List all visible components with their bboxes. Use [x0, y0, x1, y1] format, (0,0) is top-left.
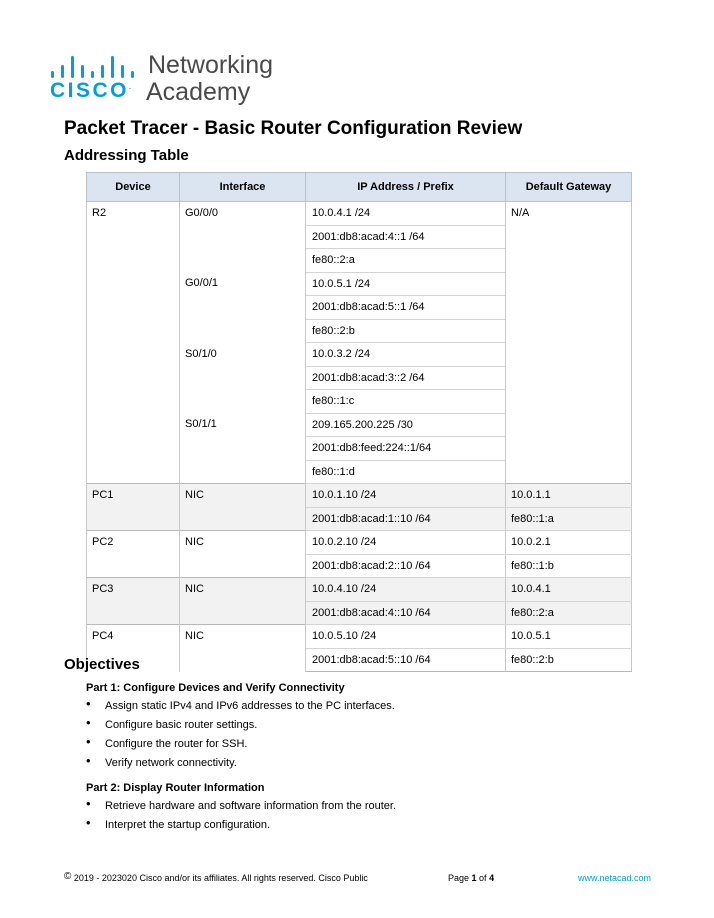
ip-cell: fe80::2:b [306, 319, 506, 343]
gateway-cell: N/A [506, 202, 632, 484]
gateway-cell: fe80::1:a [506, 507, 632, 531]
ip-cell: 2001:db8:acad:4::1 /64 [306, 225, 506, 249]
interface-cell: S0/1/1 [180, 413, 306, 484]
list-item: • Retrieve hardware and software information from the router. [86, 797, 396, 816]
table-row [87, 484, 632, 508]
part-1-list [86, 697, 395, 773]
interface-cell: NIC [180, 531, 306, 578]
ip-cell: 2001:db8:acad:4::10 /64 [306, 601, 506, 625]
addressing-table [86, 172, 632, 672]
ip-cell: 10.0.4.1 /24 [306, 202, 506, 226]
gateway-cell: 10.0.4.1 [506, 578, 632, 602]
cisco-wordmark: CISCO. [50, 79, 131, 102]
table-row [87, 202, 632, 226]
device-cell: PC2 [87, 531, 180, 578]
ip-cell: 2001:db8:acad:3::2 /64 [306, 366, 506, 390]
ip-cell: 2001:db8:acad:1::10 /64 [306, 507, 506, 531]
table-header-row [87, 173, 632, 202]
page-title: Packet Tracer - Basic Router Configuration Review [64, 118, 523, 139]
interface-cell: G0/0/1 [180, 272, 306, 343]
ip-cell: 10.0.5.10 /24 [306, 625, 506, 649]
device-cell: PC3 [87, 578, 180, 625]
device-cell: PC1 [87, 484, 180, 531]
gateway-cell: 10.0.5.1 [506, 625, 632, 649]
ip-cell: 10.0.1.10 /24 [306, 484, 506, 508]
ip-cell: 10.0.4.10 /24 [306, 578, 506, 602]
logo-academy-text: Academy [146, 78, 251, 106]
column-header-gateway: Default Gateway [506, 173, 632, 202]
interface-cell: NIC [180, 484, 306, 531]
table-row [87, 531, 632, 555]
ip-cell: 209.165.200.225 /30 [306, 413, 506, 437]
part-2-list [86, 797, 396, 835]
footer-page-number: Page 1 of 4 [448, 873, 495, 883]
device-cell: R2 [87, 202, 180, 484]
column-header-ip: IP Address / Prefix [306, 173, 506, 202]
ip-cell: fe80::1:c [306, 390, 506, 414]
gateway-cell: 10.0.1.1 [506, 484, 632, 508]
objectives-heading: Objectives [64, 656, 140, 673]
copyright-symbol: © [64, 871, 72, 882]
interface-cell: S0/1/0 [180, 343, 306, 414]
ip-cell: 2001:db8:feed:224::1/64 [306, 437, 506, 461]
gateway-cell: fe80::2:b [506, 648, 632, 672]
part-1-label: Part 1: Configure Devices and Verify Connectivity [86, 682, 345, 694]
interface-cell: G0/0/0 [180, 202, 306, 273]
ip-cell: 10.0.3.2 /24 [306, 343, 506, 367]
ip-cell: 2001:db8:acad:5::1 /64 [306, 296, 506, 320]
list-item: • Configure the router for SSH. [86, 735, 395, 754]
footer-copyright [64, 873, 368, 884]
gateway-cell: fe80::1:b [506, 554, 632, 578]
cisco-bars-icon [50, 54, 140, 78]
copyright-text: 2019 - 2023020 Cisco and/or its affiliates. All rights reserved. Cisco Public [73, 873, 368, 883]
ip-cell: fe80::2:a [306, 249, 506, 273]
footer-website-link[interactable]: www.netacad.com [578, 873, 652, 883]
list-item: • Verify network connectivity. [86, 754, 395, 773]
interface-cell: NIC [180, 578, 306, 625]
cisco-networking-academy-logo [50, 50, 290, 106]
logo-networking-text: Networking [148, 51, 274, 79]
list-item: • Interpret the startup configuration. [86, 816, 396, 835]
ip-cell: fe80::1:d [306, 460, 506, 484]
table-row [87, 625, 632, 649]
column-header-device: Device [87, 173, 180, 202]
ip-cell: 10.0.2.10 /24 [306, 531, 506, 555]
list-item: • Configure basic router settings. [86, 716, 395, 735]
ip-cell: 2001:db8:acad:2::10 /64 [306, 554, 506, 578]
ip-cell: 10.0.5.1 /24 [306, 272, 506, 296]
gateway-cell: fe80::2:a [506, 601, 632, 625]
table-row [87, 578, 632, 602]
interface-cell: NIC [180, 625, 306, 672]
column-header-interface: Interface [180, 173, 306, 202]
device-cell: PC4 [87, 625, 180, 672]
addressing-table-heading: Addressing Table [64, 147, 189, 164]
ip-cell: 2001:db8:acad:5::10 /64 [306, 648, 506, 672]
part-2-label: Part 2: Display Router Information [86, 782, 265, 794]
gateway-cell: 10.0.2.1 [506, 531, 632, 555]
list-item: • Assign static IPv4 and IPv6 addresses to the PC interfaces. [86, 697, 395, 716]
